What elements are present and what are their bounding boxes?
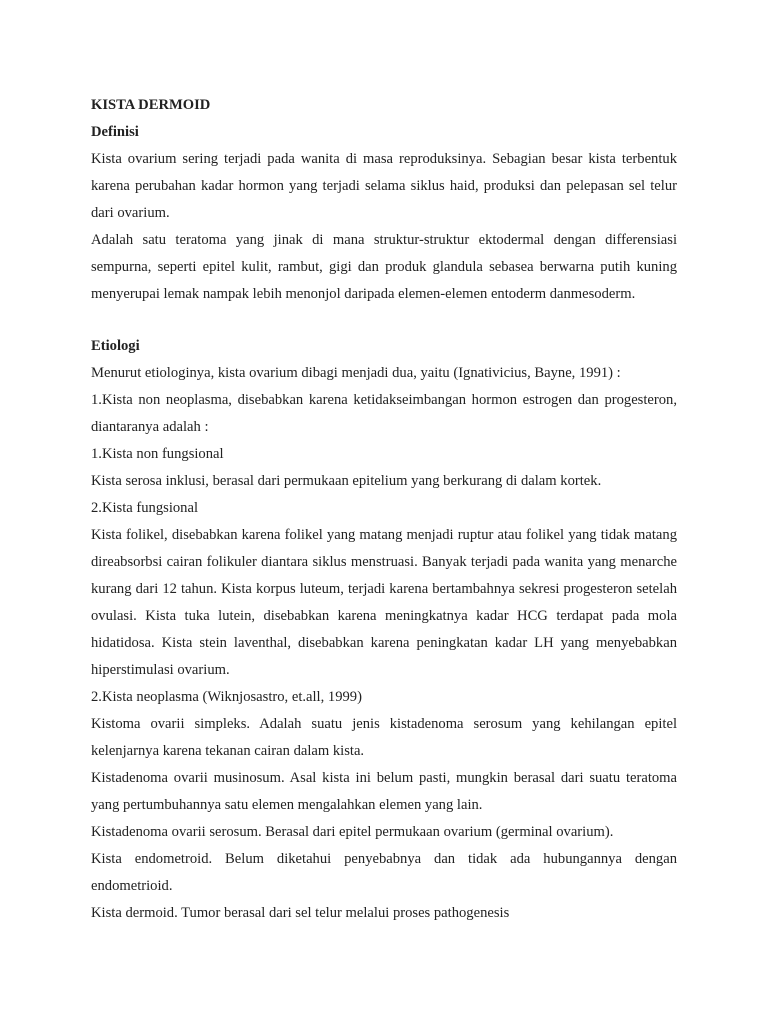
paragraph: Kista folikel, disebabkan karena folikel yang matang menjadi ruptur atau folikel yang tidak matang direabsorbsi cairan folikuler diantara siklus menstruasi. Banyak terjadi pada wanita yang menarche kurang dari 12 tahun. Kista korpus luteum, terjadi karena bertambahnya sekresi progesteron setelah ovulasi. Kista tuka lutein, disebabkan karena meningkatnya kadar HCG terdapat pada mola hidatidosa. Kista stein laventhal, disebabkan karena peningkatan kadar LH yang menyebabkan hiperstimulasi ovarium. bbox=[91, 527, 677, 678]
section-heading-definisi: Definisi bbox=[91, 124, 139, 140]
paragraph: Adalah satu teratoma yang jinak di mana struktur-struktur ektodermal dengan differensiasi sempurna, seperti epitel kulit, rambut, gigi dan produk glandula sebasea berwarna putih kuning menyerupai lemak nampak lebih menonjol daripada elemen-elemen entoderm danmesoderm. bbox=[91, 232, 677, 302]
document-page bbox=[91, 92, 677, 927]
subheading-line: 2.Kista fungsional bbox=[91, 500, 199, 516]
paragraph: Menurut etiologinya, kista ovarium dibagi menjadi dua, yaitu (Ignativicius, Bayne, 1991) : bbox=[91, 365, 621, 381]
paragraph: Kistoma ovarii simpleks. Adalah suatu jenis kistadenoma serosum yang kehilangan epitel kelenjarnya karena tekanan cairan dalam kista. bbox=[91, 716, 677, 759]
subheading-line: 1.Kista non fungsional bbox=[91, 446, 224, 462]
paragraph: Kista dermoid. Tumor berasal dari sel telur melalui proses pathogenesis bbox=[91, 905, 510, 921]
paragraph: Kistadenoma ovarii musinosum. Asal kista ini belum pasti, mungkin berasal dari suatu teratoma yang pertumbuhannya satu elemen mengalahkan elemen yang lain. bbox=[91, 770, 677, 813]
paragraph: Kistadenoma ovarii serosum. Berasal dari epitel permukaan ovarium (germinal ovarium). bbox=[91, 824, 614, 840]
document-title: KISTA DERMOID bbox=[91, 97, 211, 113]
paragraph: Kista serosa inklusi, berasal dari permukaan epitelium yang berkurang di dalam kortek. bbox=[91, 473, 602, 489]
paragraph: Kista ovarium sering terjadi pada wanita di masa reproduksinya. Sebagian besar kista terbentuk karena perubahan kadar hormon yang terjadi selama siklus haid, produksi dan pelepasan sel telur dari ovarium. bbox=[91, 151, 677, 221]
paragraph: Kista endometroid. Belum diketahui penyebabnya dan tidak ada hubungannya dengan endometrioid. bbox=[91, 851, 677, 894]
section-heading-etiologi: Etiologi bbox=[91, 338, 140, 354]
paragraph-spacer bbox=[91, 308, 677, 333]
subheading-line: 2.Kista neoplasma (Wiknjosastro, et.all, 1999) bbox=[91, 689, 362, 705]
paragraph: 1.Kista non neoplasma, disebabkan karena ketidakseimbangan hormon estrogen dan progesteron, diantaranya adalah : bbox=[91, 392, 677, 435]
